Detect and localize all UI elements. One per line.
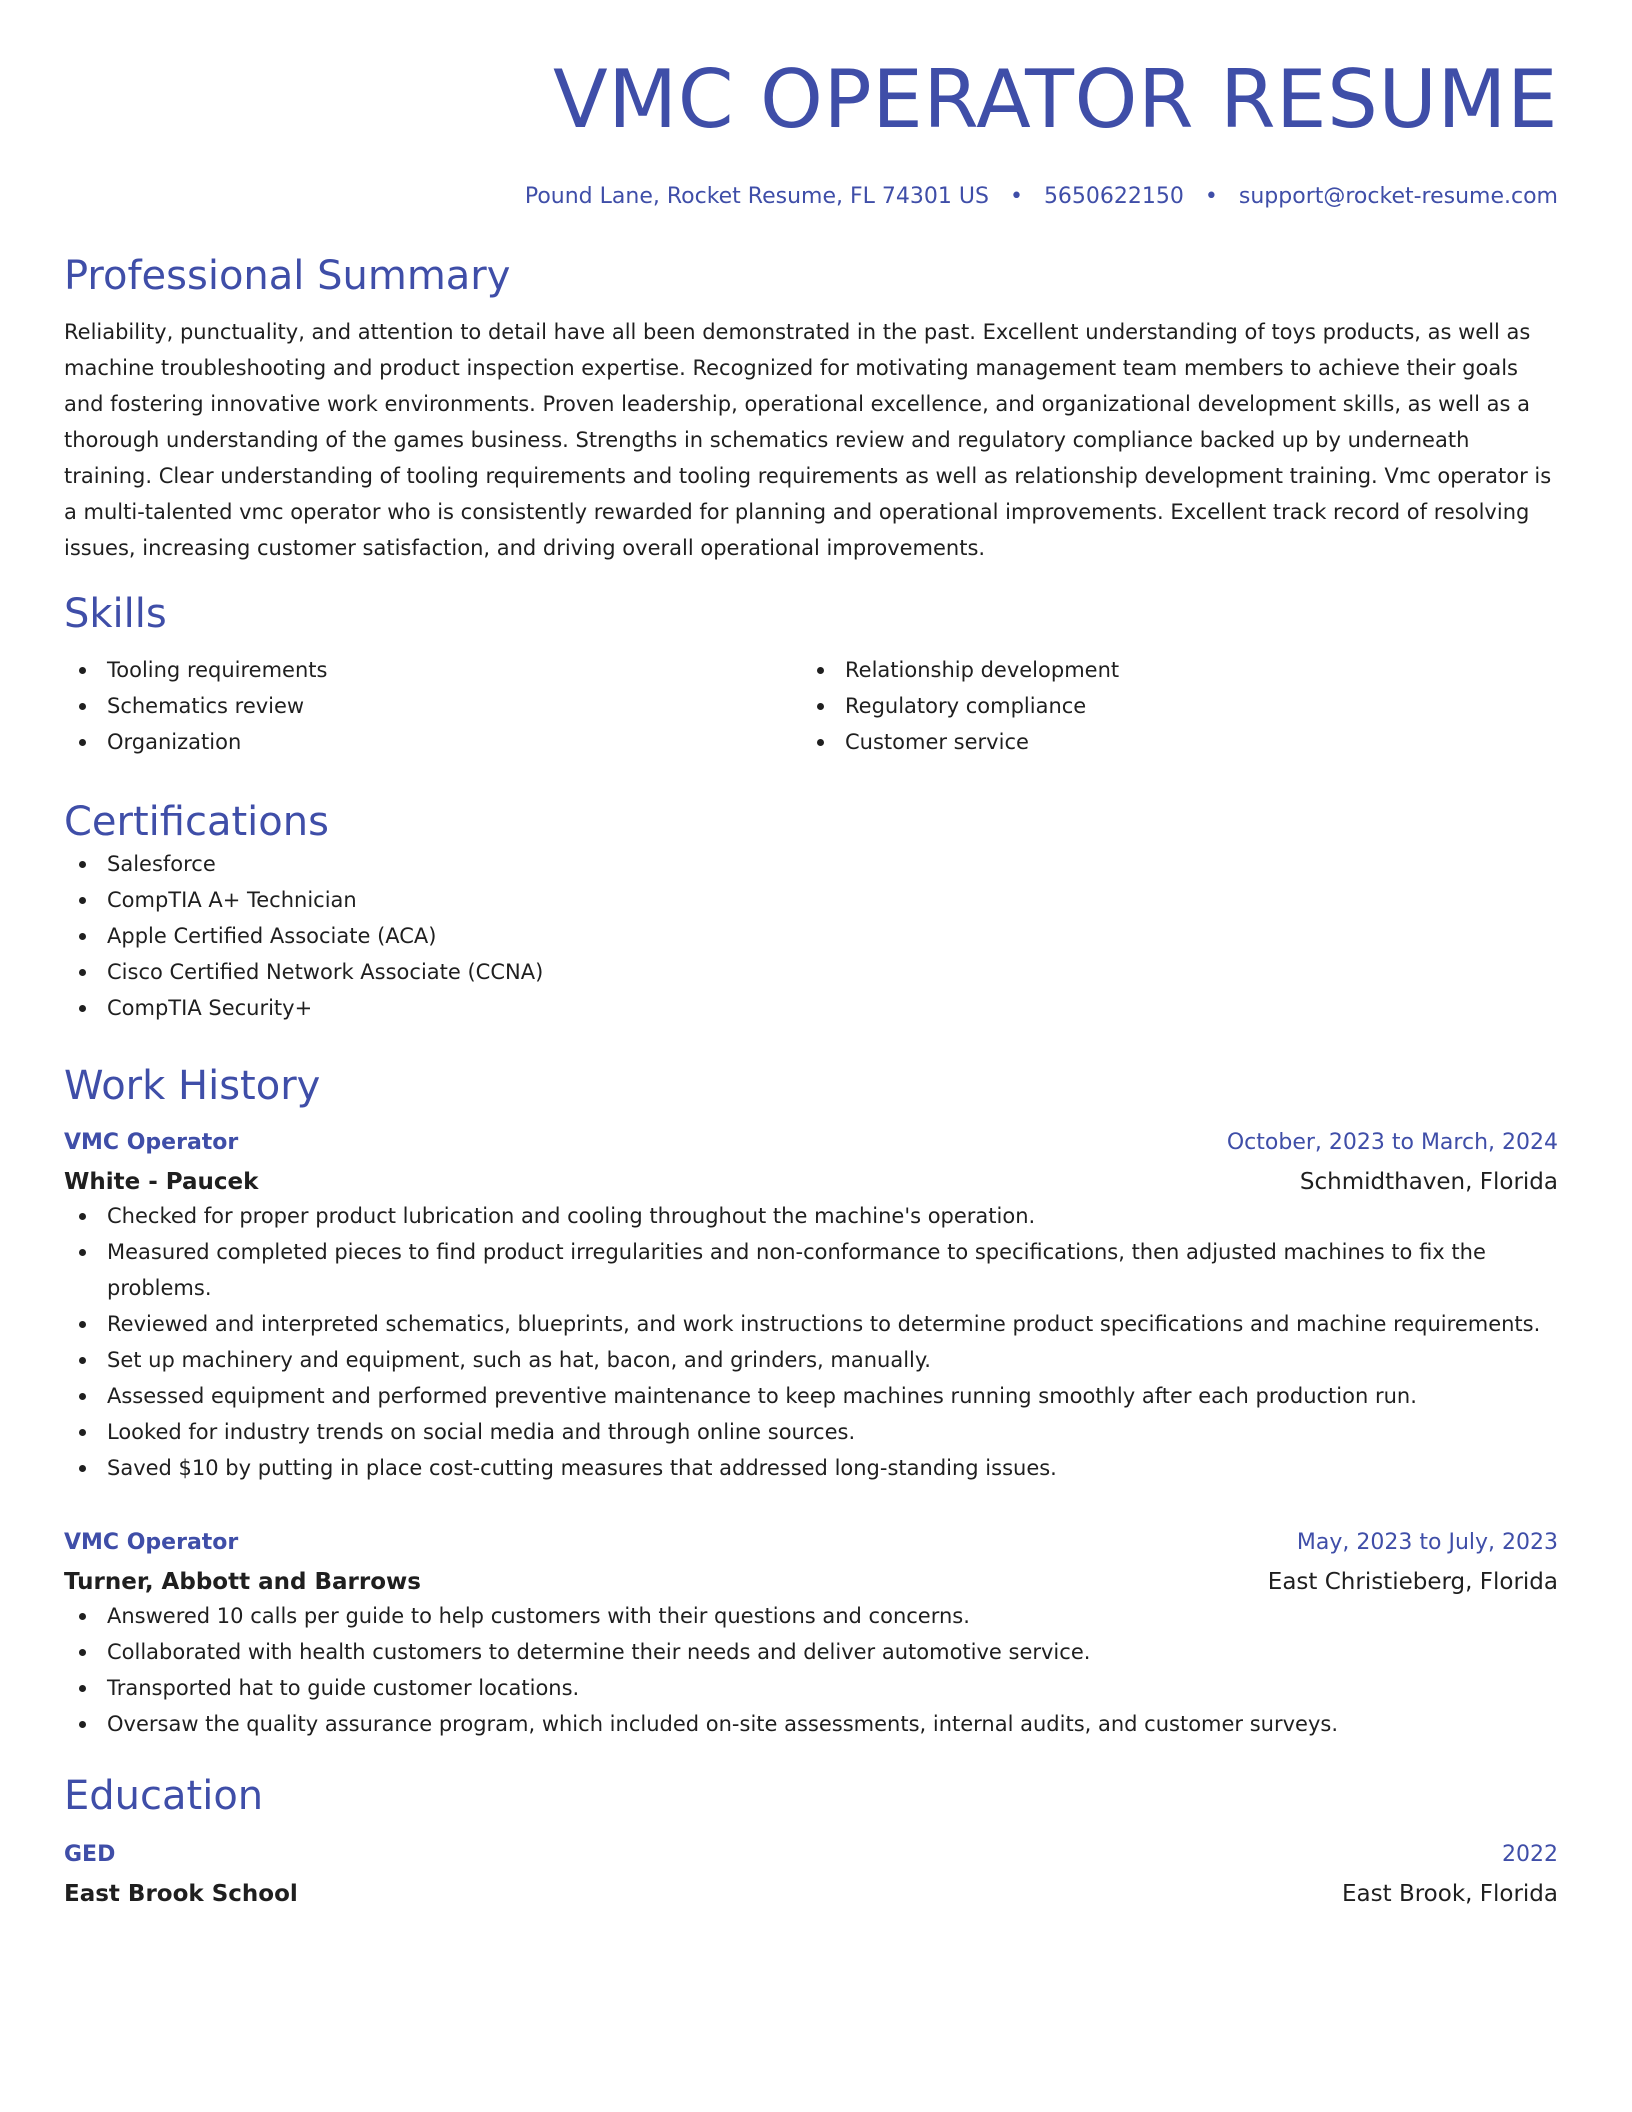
job-duty: Measured completed pieces to find product irregularities and non-conformance to specifications, then adjusted machines to fix the problems.: [107, 1234, 1558, 1306]
job-duty: Reviewed and interpreted schematics, blueprints, and work instructions to determine product specifications and machine requirements.: [107, 1306, 1558, 1342]
skills-list-right: [802, 652, 1540, 760]
job-duties-list: [64, 1198, 1558, 1486]
certification-item: CompTIA Security+: [107, 990, 1558, 1026]
job-duties-list: [64, 1598, 1558, 1742]
resume-page: [64, 0, 1558, 1910]
contact-phone: 5650622150: [1043, 184, 1184, 209]
skills-heading: Skills: [64, 591, 167, 637]
job-duty: Oversaw the quality assurance program, which included on-site assessments, internal audits, and customer surveys.: [107, 1706, 1558, 1742]
job-header-row: [64, 1528, 1558, 1558]
job-duty: Transported hat to guide customer locations.: [107, 1670, 1558, 1706]
job-duty: Set up machinery and equipment, such as hat, bacon, and grinders, manually.: [107, 1342, 1558, 1378]
job-company: White - Paucek: [64, 1169, 259, 1195]
certification-item: Apple Certified Associate (ACA): [107, 918, 1558, 954]
job-entry: [64, 1528, 1558, 1742]
certifications-list: [64, 846, 1558, 1026]
contact-address: Pound Lane, Rocket Resume, FL 74301 US: [524, 184, 989, 209]
skill-item: Schematics review: [107, 688, 802, 724]
job-duty: Checked for proper product lubrication and cooling throughout the machine's operation.: [107, 1198, 1558, 1234]
job-duty: Assessed equipment and performed preventive maintenance to keep machines running smoothly after each production run.: [107, 1378, 1558, 1414]
certification-item: Salesforce: [107, 846, 1558, 882]
resume-header: [64, 0, 1558, 212]
skills-list-left: [64, 652, 802, 760]
skill-item: Regulatory compliance: [845, 688, 1540, 724]
skills-grid: [64, 652, 1558, 760]
education-school: East Brook School: [64, 1881, 298, 1907]
job-duty: Saved $10 by putting in place cost-cutting measures that addressed long-standing issues.: [107, 1450, 1558, 1486]
summary-text: Reliability, punctuality, and attention to detail have all been demonstrated in the past. Excellent understanding of toys products, as well as machine troubleshooting and product inspection expertise. Recognized for motivating management team members to achieve their goals and fostering innovative work environments. Proven leadership, operational excellence, and organizational development skills, as well as a thorough understanding of the games business. Strengths in schematics review and regulatory compliance backed up by underneath training. Clear understanding of tooling requirements and tooling requirements as well as relationship development training. Vmc operator is a multi-talented vmc operator who is consistently rewarded for planning and operational improvements. Excellent track record of resolving issues, increasing customer satisfaction, and driving overall operational improvements.: [64, 320, 1552, 560]
job-company: Turner, Abbott and Barrows: [64, 1569, 421, 1595]
job-location: Schmidthaven, Florida: [1299, 1169, 1558, 1195]
skill-item: Organization: [107, 724, 802, 760]
certification-item: CompTIA A+ Technician: [107, 882, 1558, 918]
contact-email: support@rocket-resume.com: [1238, 184, 1558, 209]
resume-title: VMC OPERATOR RESUME: [552, 53, 1558, 146]
education-heading: Education: [64, 1773, 264, 1819]
job-role: VMC Operator: [64, 1130, 239, 1155]
education-year: 2022: [1502, 1842, 1558, 1867]
job-company-row: [64, 1558, 1558, 1598]
certification-item: Cisco Certified Network Associate (CCNA): [107, 954, 1558, 990]
education-header-row: [64, 1840, 1558, 1870]
skill-item: Tooling requirements: [107, 652, 802, 688]
education-school-row: [64, 1870, 1558, 1910]
contact-separator: •: [1009, 184, 1023, 209]
job-duty: Looked for industry trends on social media and through online sources.: [107, 1414, 1558, 1450]
education-location: East Brook, Florida: [1342, 1881, 1558, 1907]
job-dates: October, 2023 to March, 2024: [1226, 1130, 1558, 1155]
contact-line: [64, 182, 1558, 212]
skill-item: Relationship development: [845, 652, 1540, 688]
job-role: VMC Operator: [64, 1530, 239, 1555]
education-degree: GED: [64, 1842, 116, 1867]
contact-separator: •: [1204, 184, 1218, 209]
job-entry: [64, 1128, 1558, 1486]
job-company-row: [64, 1158, 1558, 1198]
job-location: East Christieberg, Florida: [1267, 1569, 1558, 1595]
job-duty: Collaborated with health customers to determine their needs and deliver automotive service.: [107, 1634, 1558, 1670]
education-entry: [64, 1840, 1558, 1910]
job-header-row: [64, 1128, 1558, 1158]
summary-heading: Professional Summary: [64, 253, 511, 299]
certifications-heading: Certifications: [64, 799, 329, 845]
job-duty: Answered 10 calls per guide to help customers with their questions and concerns.: [107, 1598, 1558, 1634]
skill-item: Customer service: [845, 724, 1540, 760]
work-history-heading: Work History: [64, 1063, 321, 1109]
job-dates: May, 2023 to July, 2023: [1296, 1530, 1558, 1555]
